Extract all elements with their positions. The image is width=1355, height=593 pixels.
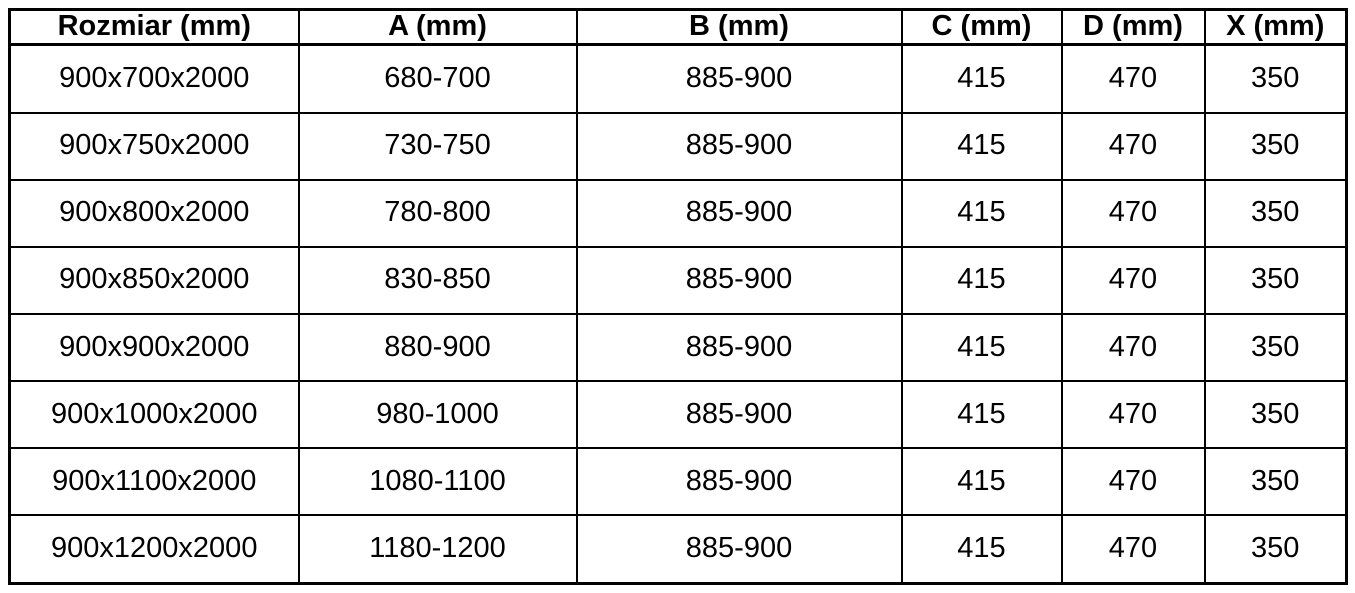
table-cell: 470 <box>1062 113 1205 180</box>
table-cell: 900x700x2000 <box>10 44 299 112</box>
table-cell: 680-700 <box>299 44 577 112</box>
table-cell: 350 <box>1205 180 1347 247</box>
column-header: D (mm) <box>1062 10 1205 45</box>
table-cell: 1180-1200 <box>299 515 577 583</box>
table-cell: 470 <box>1062 515 1205 583</box>
table-cell: 350 <box>1205 247 1347 314</box>
table-cell: 885-900 <box>577 113 902 180</box>
table-cell: 830-850 <box>299 247 577 314</box>
table-cell: 885-900 <box>577 515 902 583</box>
table-row <box>10 113 1347 180</box>
table-row <box>10 448 1347 515</box>
table-cell: 885-900 <box>577 180 902 247</box>
table-row <box>10 381 1347 448</box>
table-cell: 415 <box>902 44 1062 112</box>
table-cell: 415 <box>902 448 1062 515</box>
table-cell: 350 <box>1205 44 1347 112</box>
table-cell: 470 <box>1062 247 1205 314</box>
table-cell: 885-900 <box>577 381 902 448</box>
table-cell: 415 <box>902 180 1062 247</box>
table-body <box>10 44 1347 583</box>
table-row <box>10 44 1347 112</box>
table-cell: 880-900 <box>299 314 577 381</box>
table-cell: 350 <box>1205 515 1347 583</box>
table-cell: 470 <box>1062 381 1205 448</box>
table-cell: 780-800 <box>299 180 577 247</box>
table-cell: 980-1000 <box>299 381 577 448</box>
column-header: A (mm) <box>299 10 577 45</box>
table-cell: 900x850x2000 <box>10 247 299 314</box>
header-row <box>10 10 1347 45</box>
table-row <box>10 314 1347 381</box>
table-cell: 350 <box>1205 314 1347 381</box>
table-cell: 885-900 <box>577 44 902 112</box>
table-row <box>10 180 1347 247</box>
table-cell: 350 <box>1205 113 1347 180</box>
table-cell: 900x1100x2000 <box>10 448 299 515</box>
column-header: Rozmiar (mm) <box>10 10 299 45</box>
table-row <box>10 515 1347 583</box>
table-cell: 415 <box>902 314 1062 381</box>
table-cell: 900x1200x2000 <box>10 515 299 583</box>
table-cell: 900x750x2000 <box>10 113 299 180</box>
table-cell: 885-900 <box>577 448 902 515</box>
column-header: B (mm) <box>577 10 902 45</box>
table-cell: 470 <box>1062 314 1205 381</box>
table-cell: 900x1000x2000 <box>10 381 299 448</box>
table-cell: 350 <box>1205 448 1347 515</box>
table-header <box>10 10 1347 45</box>
table-cell: 885-900 <box>577 247 902 314</box>
table-cell: 470 <box>1062 180 1205 247</box>
table-cell: 415 <box>902 113 1062 180</box>
table-cell: 1080-1100 <box>299 448 577 515</box>
table-cell: 470 <box>1062 448 1205 515</box>
table-row <box>10 247 1347 314</box>
table-cell: 415 <box>902 381 1062 448</box>
column-header: C (mm) <box>902 10 1062 45</box>
table-cell: 415 <box>902 247 1062 314</box>
table-cell: 415 <box>902 515 1062 583</box>
table-cell: 885-900 <box>577 314 902 381</box>
table-cell: 730-750 <box>299 113 577 180</box>
table-cell: 350 <box>1205 381 1347 448</box>
column-header: X (mm) <box>1205 10 1347 45</box>
table-cell: 900x800x2000 <box>10 180 299 247</box>
table-cell: 470 <box>1062 44 1205 112</box>
table-cell: 900x900x2000 <box>10 314 299 381</box>
size-specification-table <box>8 8 1348 585</box>
